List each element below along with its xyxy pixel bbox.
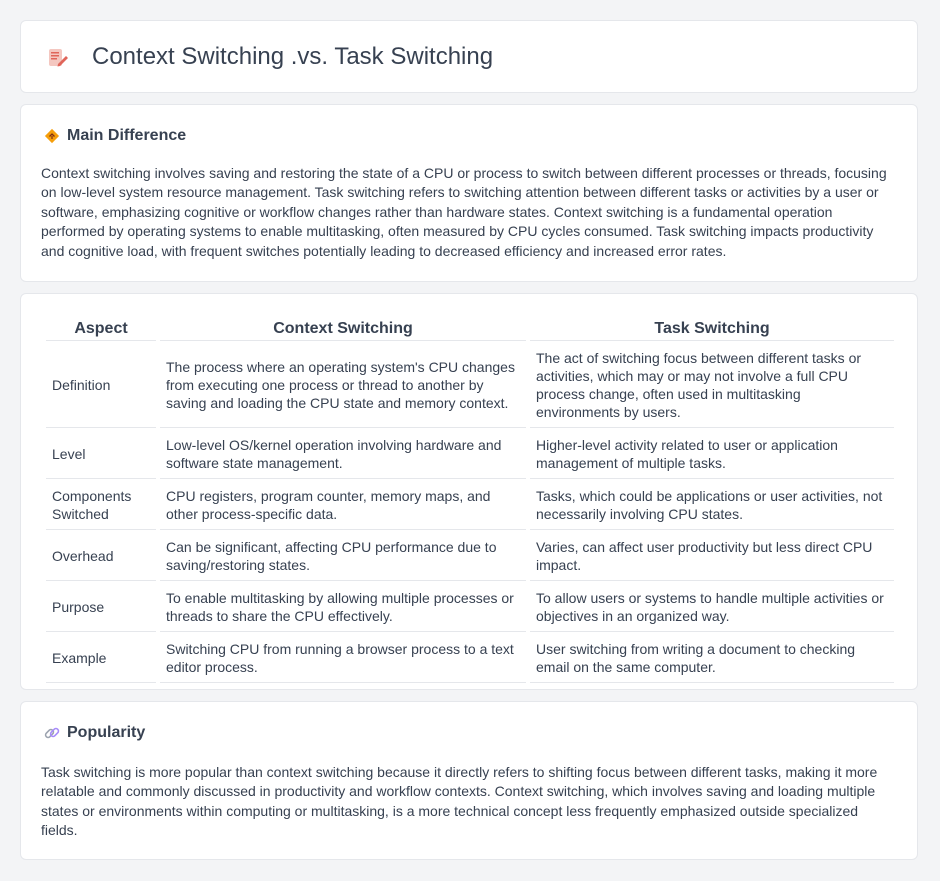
row-context-value: CPU registers, program counter, memory maps, and other process-specific data. (160, 481, 526, 530)
table-row (46, 583, 894, 632)
row-task-value: To allow users or systems to handle multiple activities or objectives in an organized way. (530, 583, 894, 632)
row-task-value: Varies, can affect user productivity but less direct CPU impact. (530, 532, 894, 581)
link-icon (43, 724, 61, 742)
main-difference-card (20, 104, 918, 282)
row-aspect: Purpose (46, 583, 156, 632)
table-row (46, 481, 894, 530)
row-task-value: User switching from writing a document to checking email on the same computer. (530, 634, 894, 683)
row-aspect: Overhead (46, 532, 156, 581)
row-aspect: Level (46, 430, 156, 479)
popularity-text: Task switching is more popular than context switching because it directly refers to shifting focus between different tasks, making it more relatable and commonly discussed in productivity and workflow contexts. Context switching, which involves saving and loading multiple states or environments within computing or multitasking, is a more technical concept less frequently emphasized outside specialized fields. (41, 764, 878, 839)
table-row (46, 430, 894, 479)
comparison-table (42, 315, 898, 685)
row-context-value: To enable multitasking by allowing multiple processes or threads to share the CPU effectively. (160, 583, 526, 632)
comparison-table-card (20, 293, 918, 690)
row-aspect: Definition (46, 343, 156, 428)
popularity-card (20, 701, 918, 860)
row-task-value: Tasks, which could be applications or user activities, not necessarily involving CPU states. (530, 481, 894, 530)
document-edit-icon (47, 47, 69, 69)
row-task-value: The act of switching focus between different tasks or activities, which may or may not involve a full CPU process change, often used in multitasking environments by users. (530, 343, 894, 428)
row-context-value: Can be significant, affecting CPU performance due to saving/restoring states. (160, 532, 526, 581)
main-difference-text: Context switching involves saving and restoring the state of a CPU or process to switch between different processes or threads, focusing on low-level system resource management. Task switching refers to switching attention between different tasks or activities by a user or software, emphasizing cognitive or workflow changes rather than hardware states. Context switching is a fundamental operation performed by operating systems to enable multitasking, often measured by CPU cycles consumed. Task switching impacts productivity and cognitive load, with frequent switches potentially leading to decreased efficiency and increased error rates. (41, 165, 887, 259)
table-header-row (46, 317, 894, 341)
row-context-value: Low-level OS/kernel operation involving hardware and software state management. (160, 430, 526, 479)
row-context-value: The process where an operating system's CPU changes from executing one process or thread to another by saving and loading the CPU state and memory context. (160, 343, 526, 428)
popularity-header (43, 724, 145, 742)
title-card (20, 20, 918, 93)
page-title: Context Switching .vs. Task Switching (92, 43, 494, 70)
table-row (46, 343, 894, 428)
table-row (46, 532, 894, 581)
row-aspect: Components Switched (46, 481, 156, 530)
header-aspect: Aspect (46, 317, 156, 341)
popularity-heading: Popularity (67, 724, 146, 741)
main-difference-heading: Main Difference (67, 127, 187, 144)
table-row (46, 634, 894, 683)
row-context-value: Switching CPU from running a browser process to a text editor process. (160, 634, 526, 683)
diamond-icon (43, 127, 61, 145)
row-task-value: Higher-level activity related to user or application management of multiple tasks. (530, 430, 894, 479)
main-difference-header (43, 127, 186, 145)
header-task-switching: Task Switching (530, 317, 894, 341)
row-aspect: Example (46, 634, 156, 683)
header-context-switching: Context Switching (160, 317, 526, 341)
